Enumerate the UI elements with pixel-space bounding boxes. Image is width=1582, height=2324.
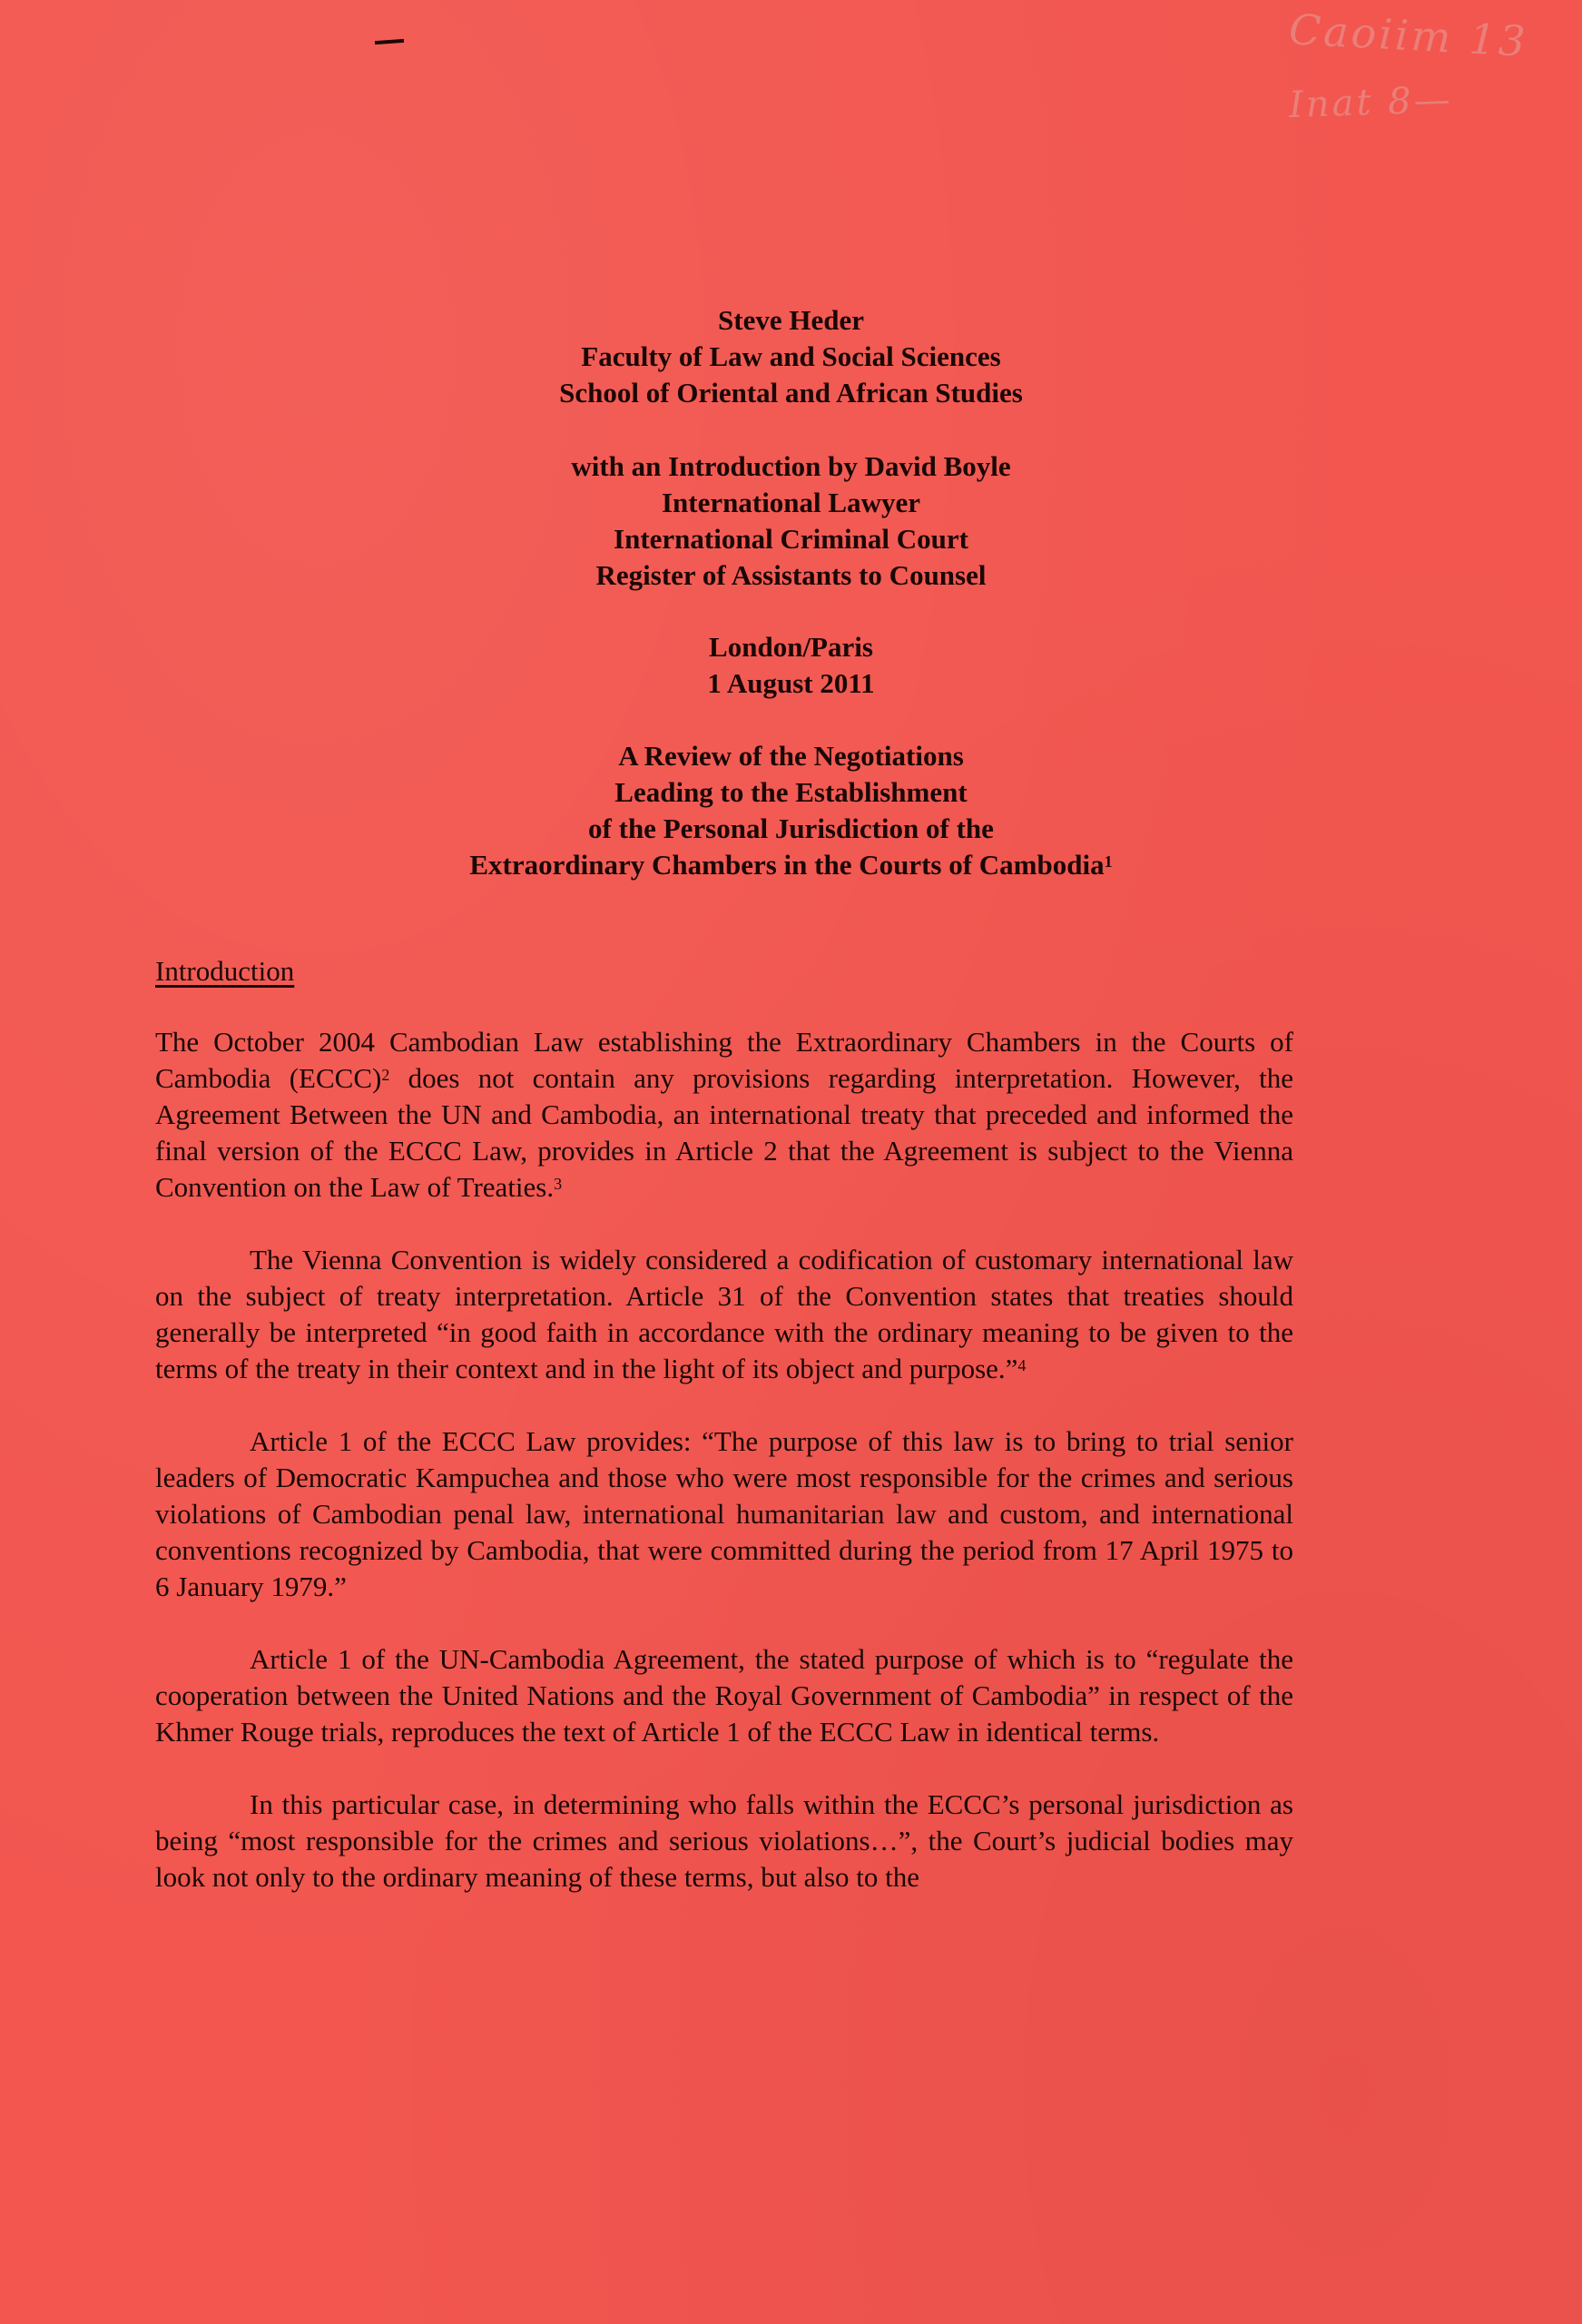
introducer-register: Register of Assistants to Counsel <box>595 559 987 591</box>
author-school: School of Oriental and African Studies <box>559 377 1023 409</box>
introducer-role: International Lawyer <box>661 487 920 518</box>
introduction-by-block <box>0 448 1582 594</box>
paragraph-2-text: The Vienna Convention is widely considered a codification of customary international law on the subject of treaty interpretation. Article 31 of the Convention states that treaties should generally be interpreted “in good faith in accordance with the ordinary meaning to be given to the terms of the treaty in their context and in the light of its object and purpose.” <box>155 1244 1293 1384</box>
paragraph-5: In this particular case, in determining who falls within the ECCC’s personal jurisdiction as being “most responsible for the crimes and serious violations…”, the Court’s judicial bodies may look not only to the ordinary meaning of these terms, but also to the <box>155 1788 1293 1893</box>
handwritten-annotation-top: Caoiim 13 <box>1287 5 1529 66</box>
footnote-ref-2: 2 <box>381 1066 390 1084</box>
paragraph-4: Article 1 of the UN-Cambodia Agreement, the stated purpose of which is to “regulate the cooperation between the United Nations and the Royal Government of Cambodia” in respect of the Khmer Rouge trials, reproduces the text of Article 1 of the ECCC Law in identical terms. <box>155 1643 1293 1748</box>
scan-mark <box>375 39 404 44</box>
title-line-4-text: Extraordinary Chambers in the Courts of Cambodia <box>469 849 1105 881</box>
title-line-4 <box>0 847 1582 883</box>
paragraph-3: Article 1 of the ECCC Law provides: “The purpose of this law is to bring to trial senior leaders of Democratic Kampuchea and those who were most responsible for the crimes and serious violations of Cambodian penal law, international humanitarian law and custom, and international conventions recognized by Cambodia, that were committed during the period from 17 April 1975 to 6 January 1979.” <box>155 1425 1293 1602</box>
title-line-1: A Review of the Negotiations <box>618 740 964 772</box>
author-name: Steve Heder <box>718 304 864 336</box>
introduction-by-line: with an Introduction by David Boyle <box>571 450 1011 482</box>
title-line-3: of the Personal Jurisdiction of the <box>588 812 994 844</box>
place: London/Paris <box>709 631 873 663</box>
section-heading-introduction: Introduction <box>155 955 295 987</box>
handwritten-annotation-second: Inat 8— <box>1288 78 1454 127</box>
footnote-ref-3: 3 <box>554 1175 563 1193</box>
introducer-court: International Criminal Court <box>614 523 968 555</box>
paragraph-1-text-a: The October 2004 Cambodian Law establishing the Extraordinary Chambers in the Courts of Cambodia (ECCC) <box>155 1026 1293 1094</box>
footnote-ref-1: 1 <box>1104 852 1113 871</box>
paragraph-1-text-b: does not contain any provisions regarding interpretation. However, the Agreement Between the UN and Cambodia, an international treaty that preceded and informed the final version of the ECCC Law, provides in Article 2 that the Agreement is subject to the Vienna Convention on the Law of Treaties. <box>155 1062 1293 1203</box>
document-title <box>0 738 1582 883</box>
place-date-block <box>0 629 1582 702</box>
title-line-2: Leading to the Establishment <box>614 776 968 808</box>
paragraph-1 <box>155 1024 1293 1206</box>
author-block <box>0 302 1582 411</box>
footnote-ref-4: 4 <box>1017 1356 1027 1374</box>
date: 1 August 2011 <box>707 667 875 699</box>
author-faculty: Faculty of Law and Social Sciences <box>581 340 1001 372</box>
body-text <box>155 1024 1293 1932</box>
paragraph-2 <box>155 1242 1293 1387</box>
